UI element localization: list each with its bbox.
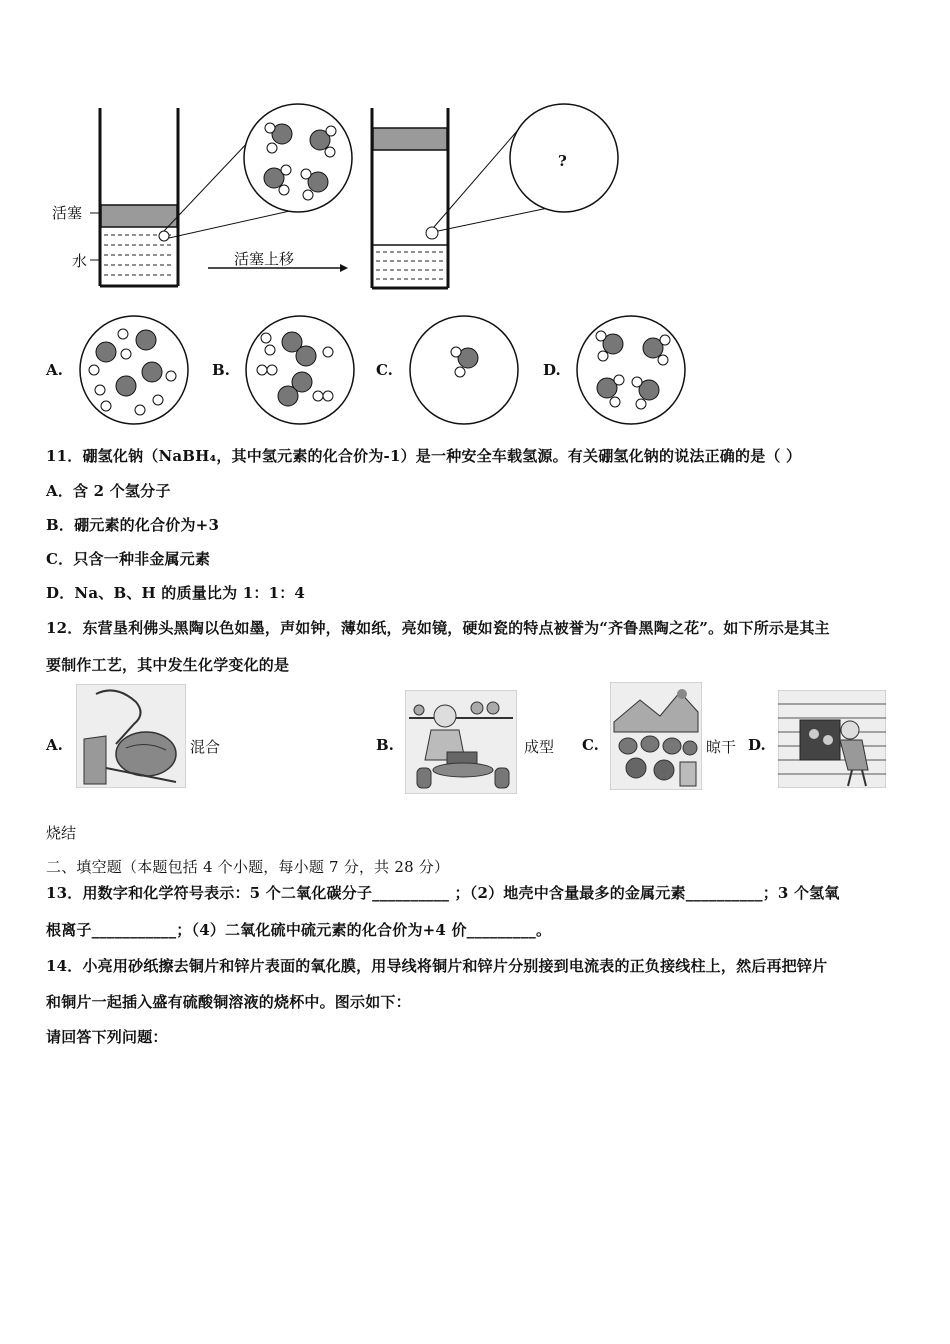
left-cylinder: [90, 108, 178, 286]
q10-option-d-picture[interactable]: [575, 314, 687, 426]
q10-option-c-letter[interactable]: C.: [376, 361, 393, 379]
q12-option-c-caption: 晾干: [706, 738, 737, 756]
q12-stem-line1: 12．东营垦利佛头黑陶以色如墨，声如钟，薄如纸，亮如镜，硬如瓷的特点被誉为“齐鲁黑陶之花”。如下所示是其主: [46, 619, 830, 637]
q10-option-a-picture[interactable]: [78, 314, 190, 426]
q13-line1: 13．用数字和化学符号表示：5 个二氧化碳分子__________ ；（2）地壳中含量最多的金属元素__________；3 个氢氧: [46, 884, 840, 902]
q11-option-a[interactable]: A．含 2 个氢分子: [46, 482, 171, 500]
arrow-label: 活塞上移: [234, 250, 295, 268]
piston-label: 活塞: [52, 204, 83, 222]
q12-option-a-caption: 混合: [190, 738, 221, 756]
right-cylinder: [372, 108, 448, 288]
right-piston: [373, 128, 447, 150]
q14-line3: 请回答下列问题：: [46, 1028, 168, 1046]
q14-line1: 14．小亮用砂纸擦去铜片和锌片表面的氧化膜，用导线将铜片和锌片分别接到电流表的正负接线柱上，然后再把锌片: [46, 957, 828, 975]
right-water: [376, 252, 444, 279]
q12-option-d-letter[interactable]: D.: [748, 736, 766, 754]
q12-option-b-letter[interactable]: B.: [376, 736, 394, 754]
water-label: 水: [72, 252, 88, 270]
q11-option-c[interactable]: C．只含一种非金属元素: [46, 550, 211, 568]
left-piston: [101, 205, 177, 227]
question-mark: ?: [558, 152, 567, 170]
q11-stem: 11．硼氢化钠（NaBH₄，其中氢元素的化合价为-1）是一种安全车载氢源。有关硼氢化钠的说法正确的是（ ）: [46, 447, 802, 465]
section-2-title: 二、填空题（本题包括 4 个小题，每小题 7 分，共 28 分）: [46, 858, 450, 876]
drying-pots-picture[interactable]: [610, 682, 702, 790]
q10-option-d-letter[interactable]: D.: [543, 361, 561, 379]
q12-option-b-caption: 成型: [524, 738, 555, 756]
q12-option-d-caption: 烧结: [46, 824, 77, 842]
q12-stem-line2: 要制作工艺，其中发生化学变化的是: [46, 656, 290, 674]
q14-line2: 和铜片一起插入盛有硫酸铜溶液的烧杯中。图示如下：: [46, 993, 411, 1011]
q12-option-a-letter[interactable]: A.: [46, 736, 63, 754]
q10-option-b-picture[interactable]: [244, 314, 356, 426]
pottery-wheel-picture[interactable]: [405, 690, 517, 794]
q10-option-b-letter[interactable]: B.: [212, 361, 230, 379]
q11-option-d[interactable]: D．Na、B、H 的质量比为 1：1：4: [46, 584, 306, 602]
q10-option-a-letter[interactable]: A.: [46, 361, 63, 379]
q12-option-c-letter[interactable]: C.: [582, 736, 599, 754]
q11-option-b[interactable]: B．硼元素的化合价为+3: [46, 516, 220, 534]
q13-line2: 根离子___________；（4）二氧化硫中硫元素的化合价为+4 价_________。: [46, 921, 552, 939]
piston-experiment-diagram: [40, 100, 640, 300]
clay-mixing-picture[interactable]: [76, 684, 186, 788]
q10-option-c-picture[interactable]: [408, 314, 520, 426]
left-molecule-bubble: [244, 104, 352, 212]
kiln-firing-picture[interactable]: [778, 690, 886, 788]
